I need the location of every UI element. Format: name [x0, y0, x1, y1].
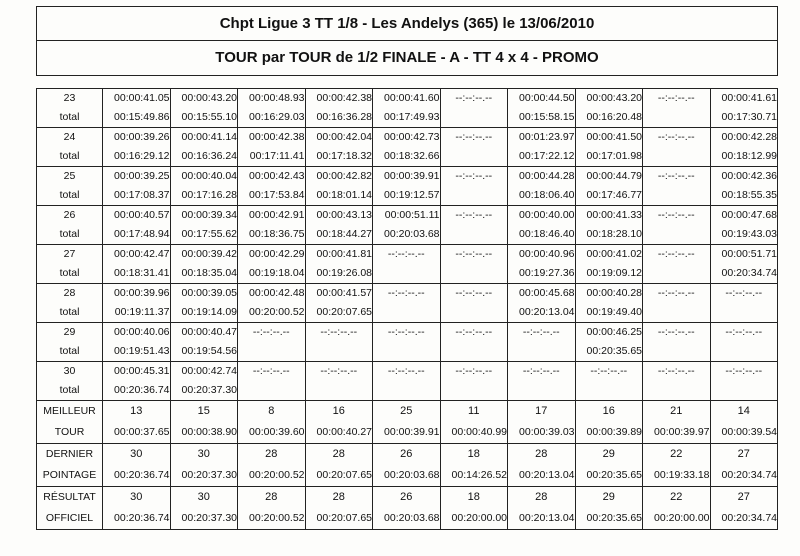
lap-time-cell: 00:00:42.38 [305, 89, 373, 109]
lap-time-cell: --:--:--.-- [440, 89, 508, 109]
summary-time: 00:20:35.65 [575, 508, 643, 530]
lap-row [37, 167, 778, 187]
summary-row [37, 444, 778, 466]
summary-row [37, 487, 778, 509]
lap-total-cell [710, 381, 778, 401]
lap-total-cell [238, 381, 306, 401]
document-header [36, 6, 778, 76]
lap-number: 27 [37, 245, 103, 265]
lap-time-cell: 00:00:41.02 [575, 245, 643, 265]
lap-total-cell: 00:20:34.74 [710, 264, 778, 284]
summary-lap-number: 30 [103, 444, 171, 466]
lap-total-cell: 00:18:55.35 [710, 186, 778, 206]
lap-total-cell [440, 147, 508, 167]
summary-lap-number: 11 [440, 401, 508, 423]
summary-time: 00:00:39.91 [373, 422, 441, 444]
lap-time-cell: 00:00:41.33 [575, 206, 643, 226]
lap-time-cell: 00:00:39.26 [103, 128, 171, 148]
lap-total-cell: 00:18:01.14 [305, 186, 373, 206]
lap-total-cell: 00:19:14.09 [170, 303, 238, 323]
document-subtitle: TOUR par TOUR de 1/2 FINALE - A - TT 4 x 4 - PROMO [215, 49, 599, 66]
lap-time-cell: 00:00:42.82 [305, 167, 373, 187]
lap-total-cell: 00:18:06.40 [508, 186, 576, 206]
total-label: total [37, 264, 103, 284]
summary-time: 00:20:13.04 [508, 508, 576, 530]
summary-time: 00:14:26.52 [440, 465, 508, 487]
lap-time-cell: --:--:--.-- [238, 323, 306, 343]
lap-time-cell: --:--:--.-- [238, 362, 306, 382]
summary-time: 00:20:36.74 [103, 508, 171, 530]
lap-total-cell: 00:19:54.56 [170, 342, 238, 362]
lap-total-cell: 00:20:07.65 [305, 303, 373, 323]
lap-time-cell: 00:00:42.36 [710, 167, 778, 187]
summary-time: 00:00:40.27 [305, 422, 373, 444]
summary-time: 00:20:13.04 [508, 465, 576, 487]
lap-time-cell: --:--:--.-- [373, 323, 441, 343]
lap-total-cell: 00:17:22.12 [508, 147, 576, 167]
lap-total-row [37, 147, 778, 167]
document-title: Chpt Ligue 3 TT 1/8 - Les Andelys (365) le 13/06/2010 [37, 7, 777, 41]
summary-label: DERNIER [37, 444, 103, 466]
lap-time-cell: --:--:--.-- [643, 284, 711, 304]
lap-total-cell [643, 303, 711, 323]
lap-time-cell: --:--:--.-- [643, 89, 711, 109]
summary-time: 00:20:36.74 [103, 465, 171, 487]
lap-times-table [36, 88, 778, 530]
summary-label: TOUR [37, 422, 103, 444]
lap-total-cell: 00:16:29.12 [103, 147, 171, 167]
lap-total-cell: 00:19:18.04 [238, 264, 306, 284]
lap-total-cell: 00:17:01.98 [575, 147, 643, 167]
lap-time-cell: 00:00:39.91 [373, 167, 441, 187]
lap-time-cell: 00:00:41.57 [305, 284, 373, 304]
summary-lap-number: 28 [238, 487, 306, 509]
summary-label: OFFICIEL [37, 508, 103, 530]
summary-time: 00:20:34.74 [710, 465, 778, 487]
lap-time-cell: --:--:--.-- [643, 128, 711, 148]
lap-time-cell: 00:00:40.28 [575, 284, 643, 304]
lap-time-cell: 00:00:44.79 [575, 167, 643, 187]
summary-label: MEILLEUR [37, 401, 103, 423]
total-label: total [37, 186, 103, 206]
summary-time: 00:00:39.97 [643, 422, 711, 444]
lap-time-cell: 00:00:44.50 [508, 89, 576, 109]
lap-total-cell: 00:15:49.86 [103, 108, 171, 128]
summary-time: 00:20:37.30 [170, 465, 238, 487]
lap-time-cell: 00:00:39.05 [170, 284, 238, 304]
lap-time-cell: 00:00:39.42 [170, 245, 238, 265]
lap-number: 25 [37, 167, 103, 187]
summary-lap-number: 30 [170, 487, 238, 509]
summary-time: 00:20:37.30 [170, 508, 238, 530]
lap-row [37, 362, 778, 382]
lap-total-cell: 00:18:28.10 [575, 225, 643, 245]
lap-total-cell: 00:20:13.04 [508, 303, 576, 323]
lap-total-cell: 00:17:53.84 [238, 186, 306, 206]
lap-time-cell: 00:00:42.91 [238, 206, 306, 226]
lap-row [37, 89, 778, 109]
lap-time-cell: --:--:--.-- [710, 362, 778, 382]
summary-lap-number: 27 [710, 444, 778, 466]
summary-time: 00:20:00.52 [238, 508, 306, 530]
lap-total-cell: 00:18:46.40 [508, 225, 576, 245]
lap-total-row [37, 225, 778, 245]
summary-time: 00:20:03.68 [373, 465, 441, 487]
summary-row [37, 401, 778, 423]
total-label: total [37, 303, 103, 323]
lap-total-cell [710, 303, 778, 323]
lap-time-cell: --:--:--.-- [440, 206, 508, 226]
lap-time-cell: 00:00:39.34 [170, 206, 238, 226]
lap-total-cell: 00:15:55.10 [170, 108, 238, 128]
lap-total-cell: 00:15:58.15 [508, 108, 576, 128]
summary-lap-number: 30 [170, 444, 238, 466]
lap-total-cell [440, 108, 508, 128]
summary-label: POINTAGE [37, 465, 103, 487]
summary-lap-number: 26 [373, 487, 441, 509]
summary-time: 00:00:39.89 [575, 422, 643, 444]
lap-total-cell [373, 303, 441, 323]
lap-time-cell: 00:00:41.14 [170, 128, 238, 148]
summary-time: 00:00:39.03 [508, 422, 576, 444]
lap-total-cell: 00:20:37.30 [170, 381, 238, 401]
lap-total-cell: 00:20:03.68 [373, 225, 441, 245]
lap-time-cell: 00:00:46.25 [575, 323, 643, 343]
lap-total-cell [643, 225, 711, 245]
lap-total-cell: 00:16:36.28 [305, 108, 373, 128]
summary-lap-number: 13 [103, 401, 171, 423]
summary-lap-number: 14 [710, 401, 778, 423]
summary-label: RÉSULTAT [37, 487, 103, 509]
lap-time-cell: --:--:--.-- [440, 362, 508, 382]
lap-time-cell: 00:00:51.11 [373, 206, 441, 226]
lap-time-cell: --:--:--.-- [710, 284, 778, 304]
lap-total-cell [643, 186, 711, 206]
total-label: total [37, 381, 103, 401]
summary-lap-number: 16 [575, 401, 643, 423]
total-label: total [37, 342, 103, 362]
lap-time-cell: 00:00:42.29 [238, 245, 306, 265]
lap-total-row [37, 264, 778, 284]
lap-total-cell: 00:16:36.24 [170, 147, 238, 167]
lap-time-cell: 00:00:47.68 [710, 206, 778, 226]
lap-row [37, 128, 778, 148]
summary-time: 00:20:07.65 [305, 508, 373, 530]
summary-lap-number: 15 [170, 401, 238, 423]
lap-total-row [37, 108, 778, 128]
lap-time-cell: 00:00:39.96 [103, 284, 171, 304]
summary-lap-number: 18 [440, 487, 508, 509]
lap-total-cell [440, 186, 508, 206]
summary-time: 00:00:37.65 [103, 422, 171, 444]
lap-total-cell: 00:16:20.48 [575, 108, 643, 128]
summary-lap-number: 30 [103, 487, 171, 509]
summary-time: 00:20:00.00 [643, 508, 711, 530]
lap-total-cell: 00:18:44.27 [305, 225, 373, 245]
summary-lap-number: 25 [373, 401, 441, 423]
lap-time-cell: 00:00:42.48 [238, 284, 306, 304]
lap-time-cell: --:--:--.-- [508, 323, 576, 343]
lap-total-cell: 00:17:08.37 [103, 186, 171, 206]
summary-lap-number: 22 [643, 487, 711, 509]
lap-row [37, 206, 778, 226]
summary-lap-number: 18 [440, 444, 508, 466]
lap-total-cell [643, 264, 711, 284]
lap-total-cell [643, 342, 711, 362]
lap-time-cell: 00:00:42.47 [103, 245, 171, 265]
total-label: total [37, 108, 103, 128]
lap-time-cell: --:--:--.-- [575, 362, 643, 382]
summary-time: 00:00:39.60 [238, 422, 306, 444]
lap-time-cell: 00:00:42.28 [710, 128, 778, 148]
lap-total-cell: 00:19:26.08 [305, 264, 373, 284]
lap-time-cell: --:--:--.-- [643, 167, 711, 187]
summary-time: 00:20:03.68 [373, 508, 441, 530]
lap-total-cell: 00:20:00.52 [238, 303, 306, 323]
lap-time-cell: --:--:--.-- [643, 245, 711, 265]
lap-time-cell: 00:00:40.47 [170, 323, 238, 343]
lap-total-cell: 00:17:30.71 [710, 108, 778, 128]
lap-total-cell [508, 342, 576, 362]
summary-lap-number: 27 [710, 487, 778, 509]
lap-time-cell: 00:00:41.50 [575, 128, 643, 148]
summary-row [37, 508, 778, 530]
total-label: total [37, 225, 103, 245]
summary-lap-number: 8 [238, 401, 306, 423]
lap-total-cell [305, 342, 373, 362]
lap-total-row [37, 303, 778, 323]
lap-time-cell: --:--:--.-- [440, 323, 508, 343]
lap-time-cell: --:--:--.-- [373, 245, 441, 265]
lap-time-cell: 00:00:40.00 [508, 206, 576, 226]
lap-total-cell: 00:18:31.41 [103, 264, 171, 284]
summary-time: 00:00:40.99 [440, 422, 508, 444]
lap-total-cell: 00:18:35.04 [170, 264, 238, 284]
lap-number: 29 [37, 323, 103, 343]
lap-total-cell: 00:17:18.32 [305, 147, 373, 167]
lap-total-cell [238, 342, 306, 362]
lap-time-cell: 00:00:41.05 [103, 89, 171, 109]
lap-time-cell: 00:00:41.61 [710, 89, 778, 109]
lap-time-cell: --:--:--.-- [305, 323, 373, 343]
lap-total-cell [643, 147, 711, 167]
lap-time-cell: --:--:--.-- [643, 206, 711, 226]
lap-total-cell: 00:17:16.28 [170, 186, 238, 206]
summary-lap-number: 22 [643, 444, 711, 466]
summary-lap-number: 29 [575, 444, 643, 466]
summary-lap-number: 28 [508, 487, 576, 509]
lap-time-cell: --:--:--.-- [440, 245, 508, 265]
lap-total-row [37, 381, 778, 401]
summary-lap-number: 26 [373, 444, 441, 466]
summary-row [37, 422, 778, 444]
lap-time-cell: --:--:--.-- [643, 362, 711, 382]
lap-total-cell [710, 342, 778, 362]
summary-time: 00:00:38.90 [170, 422, 238, 444]
lap-total-cell: 00:19:09.12 [575, 264, 643, 284]
summary-time: 00:20:00.00 [440, 508, 508, 530]
lap-total-cell: 00:20:35.65 [575, 342, 643, 362]
summary-lap-number: 28 [508, 444, 576, 466]
lap-time-cell: --:--:--.-- [440, 167, 508, 187]
lap-total-cell [440, 264, 508, 284]
lap-time-cell: 00:00:40.06 [103, 323, 171, 343]
lap-time-cell: 00:00:39.25 [103, 167, 171, 187]
lap-total-cell: 00:16:29.03 [238, 108, 306, 128]
lap-number: 30 [37, 362, 103, 382]
lap-total-cell: 00:17:46.77 [575, 186, 643, 206]
lap-number: 26 [37, 206, 103, 226]
summary-lap-number: 21 [643, 401, 711, 423]
lap-time-cell: --:--:--.-- [508, 362, 576, 382]
lap-total-cell: 00:19:51.43 [103, 342, 171, 362]
summary-lap-number: 28 [305, 487, 373, 509]
lap-time-cell: 00:00:43.20 [575, 89, 643, 109]
lap-total-cell: 00:17:55.62 [170, 225, 238, 245]
lap-time-cell: 00:00:42.38 [238, 128, 306, 148]
lap-number: 28 [37, 284, 103, 304]
lap-time-cell: 00:00:48.93 [238, 89, 306, 109]
lap-time-cell: 00:00:40.96 [508, 245, 576, 265]
lap-total-cell: 00:18:32.66 [373, 147, 441, 167]
lap-total-cell: 00:19:11.37 [103, 303, 171, 323]
summary-time: 00:00:39.54 [710, 422, 778, 444]
lap-total-cell: 00:19:27.36 [508, 264, 576, 284]
lap-number: 23 [37, 89, 103, 109]
lap-time-cell: --:--:--.-- [440, 128, 508, 148]
lap-time-cell: 00:00:41.60 [373, 89, 441, 109]
lap-total-cell: 00:19:12.57 [373, 186, 441, 206]
lap-total-cell [440, 381, 508, 401]
total-label: total [37, 147, 103, 167]
lap-time-cell: 00:00:44.28 [508, 167, 576, 187]
lap-total-cell: 00:19:49.40 [575, 303, 643, 323]
lap-total-cell [440, 225, 508, 245]
lap-time-cell: 00:01:23.97 [508, 128, 576, 148]
summary-lap-number: 28 [305, 444, 373, 466]
lap-time-cell: 00:00:51.71 [710, 245, 778, 265]
lap-time-cell: 00:00:42.04 [305, 128, 373, 148]
lap-total-cell: 00:17:48.94 [103, 225, 171, 245]
lap-total-cell: 00:20:36.74 [103, 381, 171, 401]
summary-time: 00:20:34.74 [710, 508, 778, 530]
lap-total-cell: 00:17:11.41 [238, 147, 306, 167]
lap-time-cell: --:--:--.-- [643, 323, 711, 343]
lap-total-cell: 00:18:12.99 [710, 147, 778, 167]
lap-time-cell: 00:00:42.73 [373, 128, 441, 148]
lap-total-cell [508, 381, 576, 401]
lap-row [37, 323, 778, 343]
lap-total-row [37, 186, 778, 206]
lap-time-cell: --:--:--.-- [440, 284, 508, 304]
lap-time-cell: 00:00:40.04 [170, 167, 238, 187]
lap-total-cell [440, 303, 508, 323]
lap-number: 24 [37, 128, 103, 148]
lap-total-cell: 00:19:43.03 [710, 225, 778, 245]
summary-lap-number: 16 [305, 401, 373, 423]
lap-time-cell: 00:00:42.43 [238, 167, 306, 187]
lap-time-cell: 00:00:42.74 [170, 362, 238, 382]
lap-total-cell [440, 342, 508, 362]
summary-time: 00:20:07.65 [305, 465, 373, 487]
lap-total-cell [643, 381, 711, 401]
lap-total-cell [373, 264, 441, 284]
lap-row [37, 284, 778, 304]
lap-time-cell: 00:00:43.13 [305, 206, 373, 226]
lap-time-cell: --:--:--.-- [373, 362, 441, 382]
lap-total-cell [373, 381, 441, 401]
lap-total-cell [575, 381, 643, 401]
summary-lap-number: 17 [508, 401, 576, 423]
summary-time: 00:20:35.65 [575, 465, 643, 487]
lap-time-cell: 00:00:43.20 [170, 89, 238, 109]
lap-total-cell: 00:17:49.93 [373, 108, 441, 128]
summary-lap-number: 28 [238, 444, 306, 466]
lap-row [37, 245, 778, 265]
lap-time-cell: --:--:--.-- [305, 362, 373, 382]
lap-time-cell: 00:00:40.57 [103, 206, 171, 226]
lap-time-cell: --:--:--.-- [710, 323, 778, 343]
summary-time: 00:19:33.18 [643, 465, 711, 487]
summary-row [37, 465, 778, 487]
lap-total-cell [373, 342, 441, 362]
lap-total-cell: 00:18:36.75 [238, 225, 306, 245]
lap-total-cell [305, 381, 373, 401]
lap-total-cell [643, 108, 711, 128]
lap-time-cell: 00:00:45.31 [103, 362, 171, 382]
summary-time: 00:20:00.52 [238, 465, 306, 487]
lap-time-cell: 00:00:41.81 [305, 245, 373, 265]
summary-lap-number: 29 [575, 487, 643, 509]
lap-total-row [37, 342, 778, 362]
lap-time-cell: --:--:--.-- [373, 284, 441, 304]
lap-time-cell: 00:00:45.68 [508, 284, 576, 304]
